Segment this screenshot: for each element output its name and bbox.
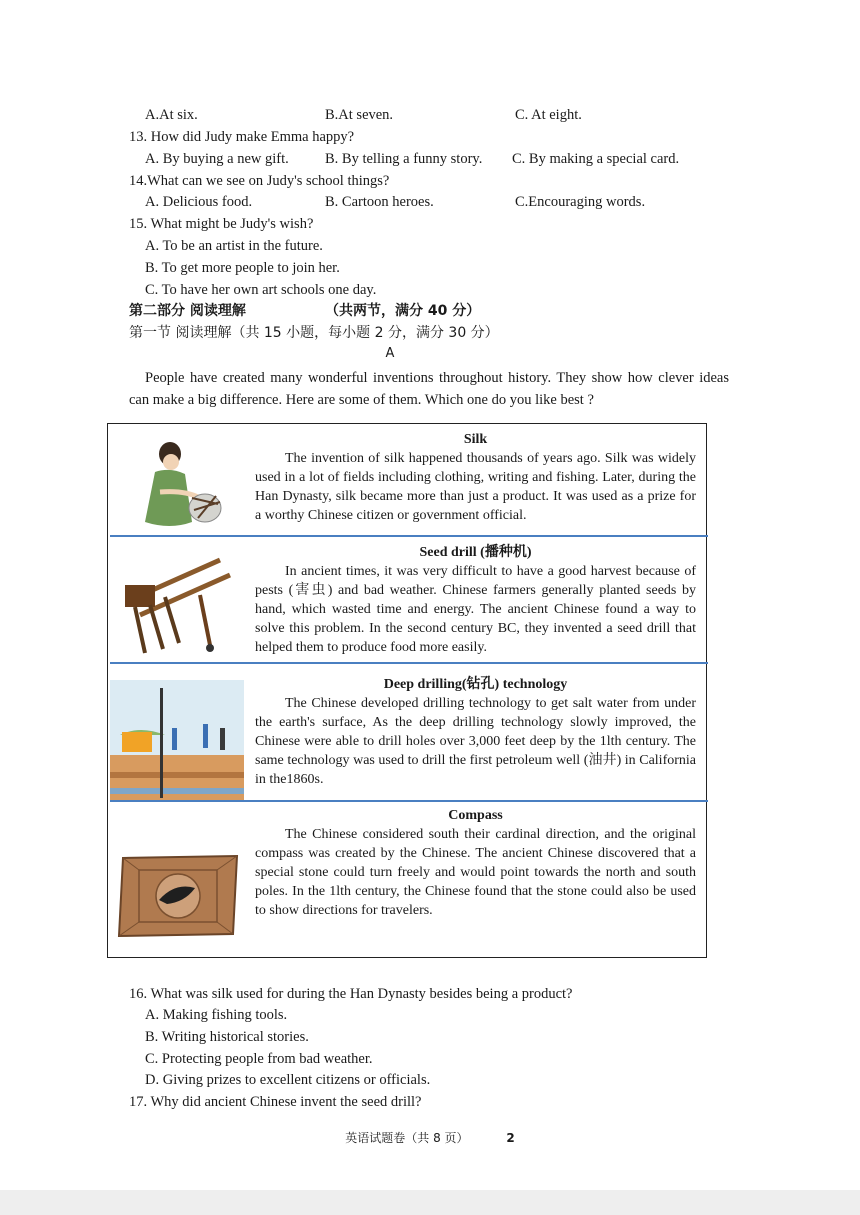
deep-drilling-text: The Chinese developed drilling technology to get salt water from under the earth's surface, As the deep drilling technology slowly improved, the Chinese were able to drill holes over 3,000 feet deep by the 1lth century. The same technology was used to drill the first petroleum well (油井) in California in the1860s. <box>255 696 696 787</box>
q13-option-a: A. By buying a new gift. <box>145 151 289 167</box>
page-number: 2 <box>506 1131 515 1145</box>
part2-score: （共两节，满分 40 分） <box>325 303 481 319</box>
compass-section <box>255 806 696 920</box>
q16-stem: 16. What was silk used for during the Han Dynasty besides being a product? <box>129 986 573 1002</box>
q14-option-a: A. Delicious food. <box>145 194 253 210</box>
compass-illustration <box>115 852 239 938</box>
q13-option-c: C. By making a special card. <box>512 151 680 167</box>
q13-option-b: B. By telling a funny story. <box>325 151 483 167</box>
silk-text: The invention of silk happened thousands of years ago. Silk was widely used in a lot of fields including clothing, writing and fishing. Later, during the Han Dynasty, silk became more than just a product. It was used as a prize for a worthy Chinese citizen or government official. <box>255 451 696 523</box>
silk-section <box>255 430 696 525</box>
silk-title: Silk <box>463 432 488 447</box>
page-footer <box>0 1129 860 1146</box>
q13-stem: 13. How did Judy make Emma happy? <box>129 129 355 145</box>
seed-drill-section <box>255 543 696 657</box>
q12-option-b: B.At seven. <box>325 107 394 123</box>
deep-drilling-section <box>255 675 696 789</box>
q16-option-b: B. Writing historical stories. <box>145 1029 309 1045</box>
deep-drilling-title: Deep drilling(钻孔) technology <box>383 677 568 692</box>
q16-option-d: D. Giving prizes to excellent citizens or officials. <box>145 1072 431 1088</box>
q14-option-c: C.Encouraging words. <box>515 194 646 210</box>
part2-title: 第二部分 阅读理解 <box>129 303 246 319</box>
q14-stem: 14.What can we see on Judy's school things? <box>129 173 390 189</box>
seed-drill-illustration <box>115 545 245 660</box>
seed-drill-text: In ancient times, it was very difficult to have a good harvest because of pests (害虫) and bad weather. Chinese farmers generally planted seeds by hand, which wasted time and energy. The ancient Chinese found a way to solve this problem. In the second century BC, they invented a seed drill that helped them to produce food more easily. <box>255 564 696 655</box>
compass-title: Compass <box>448 808 503 823</box>
footer-label: 英语试题卷（共 8 页） <box>345 1131 469 1145</box>
q15-option-a: A. To be an artist in the future. <box>145 238 323 254</box>
passage-label: A <box>385 346 395 361</box>
q15-option-b: B. To get more people to join her. <box>145 260 340 276</box>
q12-option-a: A.At six. <box>145 107 198 123</box>
q17-stem: 17. Why did ancient Chinese invent the seed drill? <box>129 1094 422 1110</box>
q15-option-c: C. To have her own art schools one day. <box>145 282 377 298</box>
q12-option-c: C. At eight. <box>515 107 582 123</box>
separator-1 <box>110 535 708 537</box>
seed-drill-title: Seed drill (播种机) <box>419 545 532 560</box>
q16-option-a: A. Making fishing tools. <box>145 1007 288 1023</box>
compass-text: The Chinese considered south their cardinal direction, and the original compass was created by the Chinese. The ancient Chinese discovered that a special stone could turn freely and would point towards the north and south poles. In the 1lth century, the Chinese found that the stone could also be used to show directions for travelers. <box>255 827 696 918</box>
deep-drilling-illustration <box>110 680 244 800</box>
separator-2 <box>110 662 708 664</box>
silk-weaver-illustration <box>130 432 240 532</box>
separator-3 <box>110 800 708 802</box>
q16-option-c: C. Protecting people from bad weather. <box>145 1051 373 1067</box>
q14-option-b: B. Cartoon heroes. <box>325 194 434 210</box>
q15-stem: 15. What might be Judy's wish? <box>129 216 314 232</box>
section1-heading: 第一节 阅读理解（共 15 小题，每小题 2 分，满分 30 分） <box>129 325 499 341</box>
bottom-scan-margin <box>0 1190 860 1215</box>
intro-paragraph: People have created many wonderful inventions throughout history. They show how clever ideas can make a big difference. Here are some of them. Which one do you like best ? <box>129 370 729 408</box>
